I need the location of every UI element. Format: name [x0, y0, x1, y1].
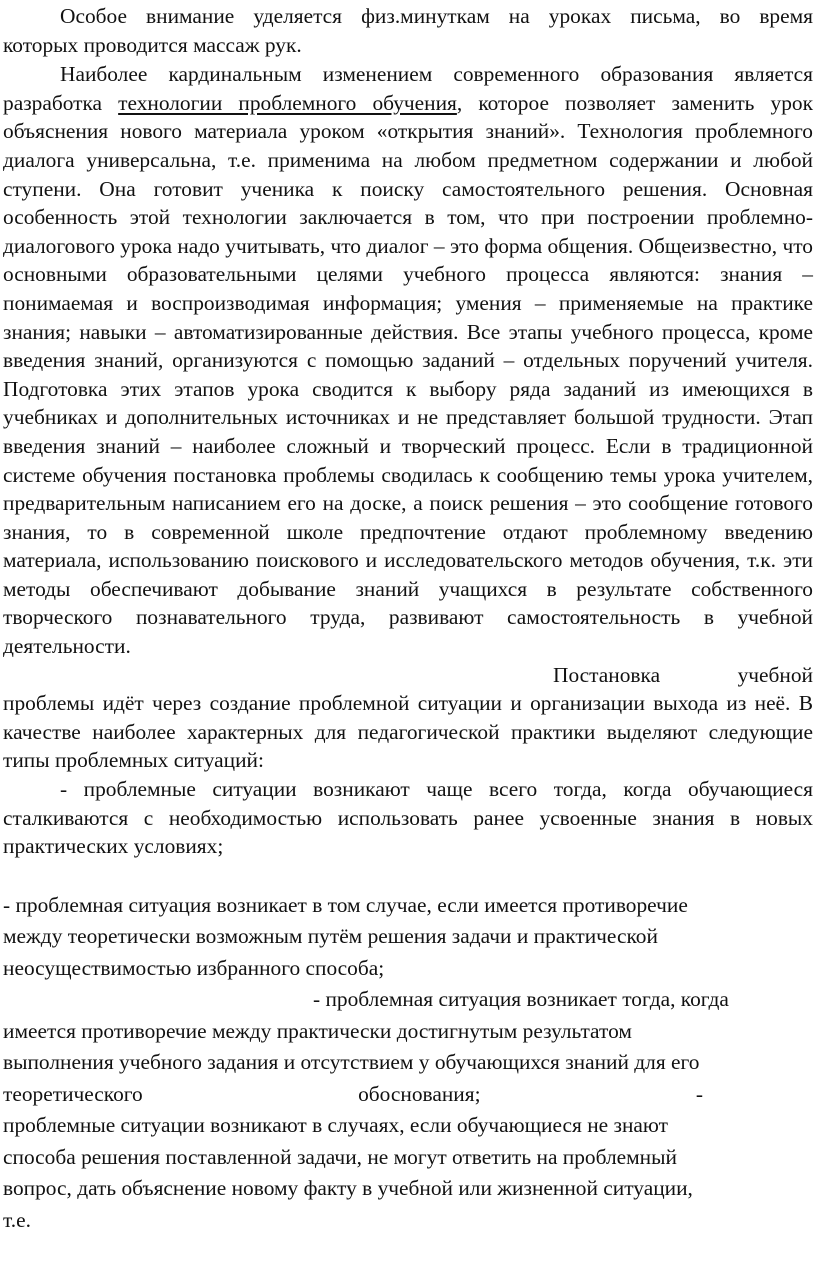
- list-item-2-line-2: между теоретически возможным путём решения задачи и практической: [3, 924, 658, 949]
- underlined-term: технологии проблемного обучения: [118, 90, 457, 115]
- paragraph-2-body: , которое позволяет заменить урок объяснения нового материала уроком «открытия знаний». Технология проблемного диалога универсальна, т.е. применима на любом предметном содержании и любой ступени. Она готовит ученика к поиску самостоятельного решения. Основная особенность этой технологии заключается в том, что при построении проблемно-диалогового урока надо учитывать, что диалог – это форма общения. Общеизвестно, что основными образовательными целями учебного процесса являются: знания – понимаемая и воспроизводимая информация; умения – применяемые на практике знания; навыки – автоматизированные действия. Все этапы учебного процесса, кроме введения знаний, организуются с помощью заданий – отдельных поручений учителя. Подготовка этих этапов урока сводится к выбору ряда заданий из имеющихся в учебниках и дополнительных источниках и не представляет большой трудности. Этап введения знаний – наиболее сложный и творческий процесс. Если в традиционной системе обучения постановка проблемы сводилась к сообщению темы урока учителем, предварительным написанием его на доске, а поиск решения – это сообщение готового знания, то в современной школе предпочтение отдают проблемному введению материала, использованию поискового и исследовательского методов обучения, т.к. эти методы обеспечивают добывание знаний учащихся в результате собственного творческого познавательного труда, развивают самостоятельность в учебной деятельности.: [3, 90, 813, 659]
- list-item-4-line-4: т.е.: [3, 1207, 31, 1232]
- blank-line: [3, 861, 813, 890]
- list-item-2-line-3: неосуществимостью избранного способа;: [3, 955, 385, 980]
- list-item-3-line-3: выполнения учебного задания и отсутствием у обучающихся знаний для его: [3, 1050, 700, 1075]
- list-item-1: - проблемные ситуации возникают чаще всего тогда, когда обучающиеся сталкиваются с необходимостью использовать ранее усвоенные знания в новых практических условиях;: [3, 777, 813, 859]
- paragraph-2: [3, 60, 813, 660]
- paragraph-2-lead: Наиболее кардинальным изменением современного образования является разработка: [3, 62, 813, 115]
- list-item-4-dash: -: [695, 1081, 703, 1106]
- list-item-3-line-4-text: теоретического обоснования;: [3, 1081, 481, 1106]
- paragraph-2-tail: проблемы идёт через создание проблемной ситуации и организации выхода из неё. В качестве наиболее характерных для педагогической практики выделяют следующие типы проблемных ситуаций:: [3, 691, 813, 773]
- list-item-3-line-2: имеется противоречие между практически достигнутым результатом: [3, 1018, 632, 1043]
- paragraph-1-line-1: Особое внимание уделяется физ.минуткам на уроках письма, во время: [60, 4, 813, 28]
- list-item-4-line-3: вопрос, дать объяснение новому факту в учебной или жизненной ситуации,: [3, 1176, 693, 1201]
- paragraph-2-tail-start: Постановка учебной: [553, 662, 813, 687]
- list-item-3-line-4: [3, 1079, 813, 1111]
- list-item-4-line-2: способа решения поставленной задачи, не могут ответить на проблемный: [3, 1144, 677, 1169]
- list-item-4-line-1: проблемные ситуации возникают в случаях, если обучающиеся не знают: [3, 1113, 668, 1138]
- paragraph-1-line-2: которых проводится массаж рук.: [3, 32, 302, 57]
- list-item-3-line-1: - проблемная ситуация возникает тогда, когда: [313, 987, 729, 1012]
- list-item-2-line-1: - проблемная ситуация возникает в том случае, если имеется противоречие: [3, 892, 688, 917]
